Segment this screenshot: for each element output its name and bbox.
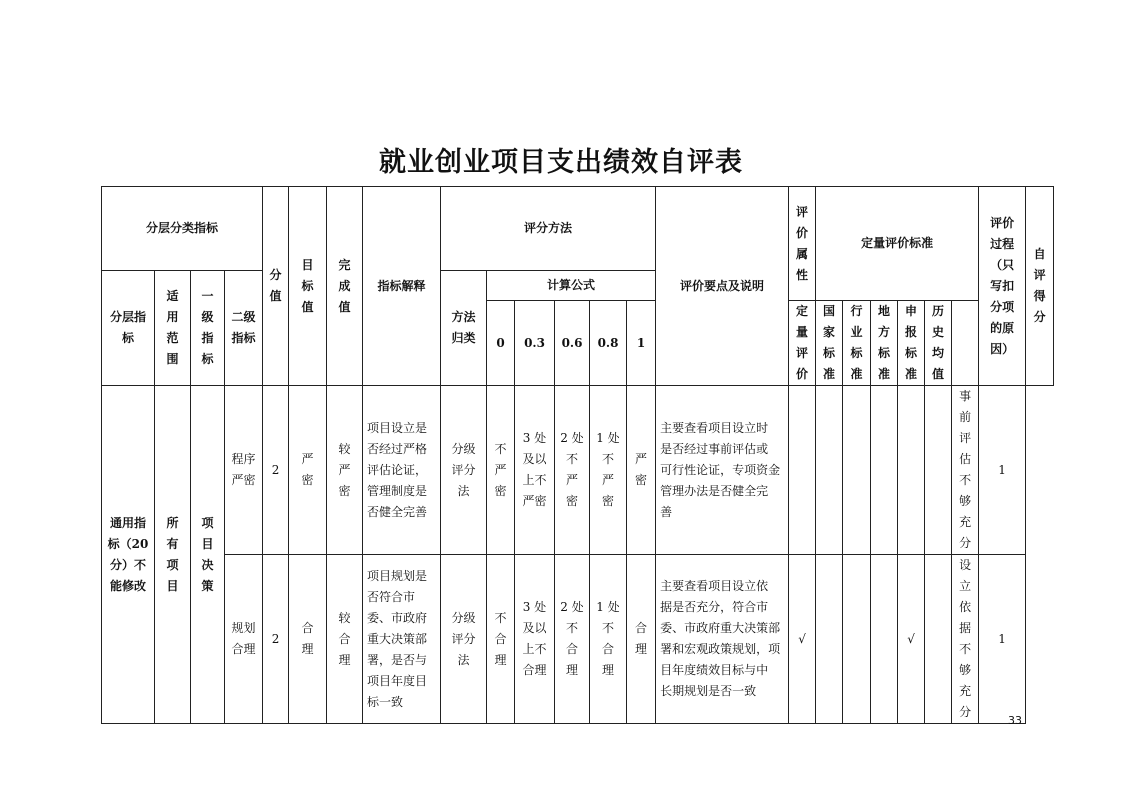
cell-second-level: 程序 严密 [225,386,263,555]
header-key-points: 评价要点及说明 [656,187,789,386]
cell-second-level: 规划 合理 [225,555,263,724]
header-formula-1: 1 [627,301,656,386]
cell-completed: 较 合 理 [327,555,363,724]
cell-formula-0.3: 3 处 及以 上不 严密 [515,386,555,555]
merged-first-level: 项 目 决 策 [191,386,225,724]
cell-quant-eval [789,386,816,555]
cell-national-standard [816,555,843,724]
cell-key-points: 主要查看项目设立时 是否经过事前评估或 可行性论证，专项资金 管理办法是否健全完 善 [656,386,789,555]
header-formula-0: 0 [487,301,515,386]
cell-formula-0.8: 1 处 不 严 密 [590,386,627,555]
header-scope: 适 用 范 围 [155,271,191,386]
cell-quant-eval: √ [789,555,816,724]
cell-formula-0.6: 2 处 不 合 理 [555,555,590,724]
header-quant-standard: 定量评价标准 [816,187,979,301]
header-second-level: 二级 指标 [225,271,263,386]
header-explanation: 指标解释 [363,187,441,386]
header-industry-standard: 行 业 标 准 [843,301,871,386]
cell-method: 分级 评分 法 [441,555,487,724]
cell-formula-0: 不 合 理 [487,555,515,724]
cell-local-standard [871,555,898,724]
header-formula: 计算公式 [487,271,656,301]
cell-formula-0.3: 3 处 及以 上不 合理 [515,555,555,724]
cell-score: 2 [263,555,289,724]
cell-historical-average [925,386,952,555]
cell-historical-average [925,555,952,724]
header-formula-0.3: 0.3 [515,301,555,386]
cell-method: 分级 评分 法 [441,386,487,555]
cell-eval-process: 设 立 依 据 不 够 充分 [952,555,979,724]
header-scoring-method: 评分方法 [441,187,656,271]
cell-target: 合 理 [289,555,327,724]
cell-self-score: 1 [979,386,1026,555]
cell-formula-0: 不 严 密 [487,386,515,555]
cell-target: 严 密 [289,386,327,555]
cell-explanation: 项目规划是 否符合市 委、市政府 重大决策部 署，是否与 项目年度目 标一致 [363,555,441,724]
page-title: 就业创业项目支出绩效自评表 [379,147,743,178]
header-eval-process: 评价 过程 （只 写扣 分项 的原 因） [979,187,1026,386]
performance-evaluation-table [101,186,1054,724]
header-quant-eval: 定 量 评 价 [789,301,816,386]
cell-completed: 较 严 密 [327,386,363,555]
merged-level-indicator: 通用指 标（20 分）不 能修改 [102,386,155,724]
merged-scope: 所 有 项 目 [155,386,191,724]
header-formula-0.8: 0.8 [590,301,627,386]
header-completed-value: 完 成 值 [327,187,363,386]
cell-declared-standard: √ [898,555,925,724]
header-method-type: 方法 归类 [441,271,487,386]
table-row [102,555,1054,724]
cell-local-standard [871,386,898,555]
header-level-indicator: 分层指 标 [102,271,155,386]
cell-declared-standard [898,386,925,555]
header-national-standard: 国 家 标 准 [816,301,843,386]
header-score-value: 分 值 [263,187,289,386]
header-group-indicators: 分层分类指标 [102,187,263,271]
cell-key-points: 主要查看项目设立依 据是否充分，符合市 委、市政府重大决策部 署和宏观政策规划，项 目年度绩效目标与中 长期规划是否一致 [656,555,789,724]
cell-formula-1: 严 密 [627,386,656,555]
header-target-value: 目 标 值 [289,187,327,386]
header-historical-average: 历 史 均 值 [925,301,952,386]
cell-explanation: 项目设立是 否经过严格 评估论证， 管理制度是 否健全完善 [363,386,441,555]
header-self-score: 自 评 得 分 [1026,187,1054,386]
cell-formula-1: 合 理 [627,555,656,724]
header-eval-attribute: 评 价 属 性 [789,187,816,301]
cell-score: 2 [263,386,289,555]
cell-national-standard [816,386,843,555]
header-local-standard: 地 方 标 准 [871,301,898,386]
cell-formula-0.8: 1 处 不 合 理 [590,555,627,724]
cell-industry-standard [843,386,871,555]
header-first-level: 一 级 指 标 [191,271,225,386]
cell-industry-standard [843,555,871,724]
cell-formula-0.6: 2 处 不 严 密 [555,386,590,555]
page-number: 33 [1008,714,1022,727]
cell-self-score: 1 [979,555,1026,724]
header-declared-standard: 申 报 标 准 [898,301,925,386]
header-formula-0.6: 0.6 [555,301,590,386]
table-row [102,386,1054,555]
cell-eval-process: 事 前 评 估 不 够 充分 [952,386,979,555]
